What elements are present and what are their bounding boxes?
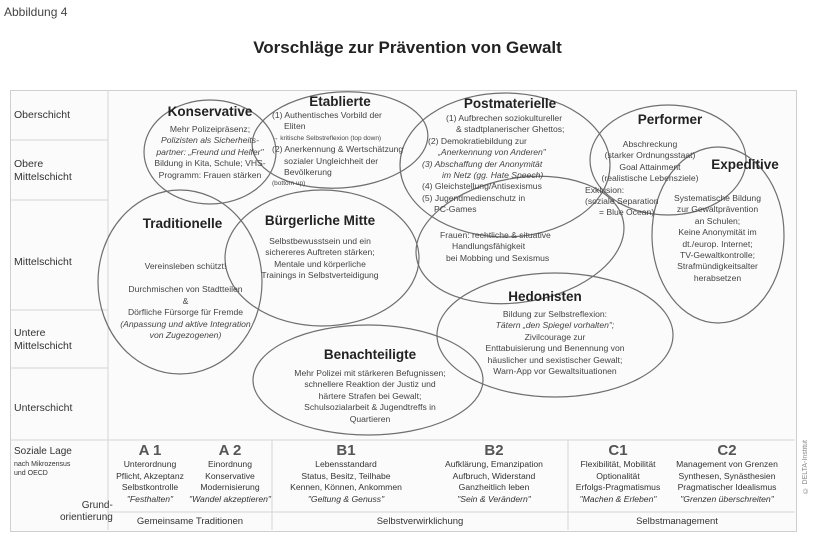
lage-code-b1: B1 (336, 442, 356, 459)
milieu-line: bei Mobbing und Sexismus (446, 252, 550, 263)
milieu-line: Mehr Polizeipräsenz; (169, 124, 251, 134)
milieu-line: TV-Gewaltkontrolle; (680, 250, 755, 261)
lage-column-a2 (188, 442, 272, 505)
milieu-line: (realistische Lebensziele) (601, 173, 699, 184)
milieu-text-etablierte (272, 110, 422, 190)
milieu-line: Exklusion: (585, 184, 625, 195)
milieu-line: Mentale und körperliche (274, 258, 366, 269)
milieu-line: Schulsozialarbeit & Jugendtreffs in (304, 402, 436, 413)
lage-column-c1 (568, 442, 668, 505)
lage-line: Synthesen, Synästhesien (678, 470, 776, 481)
lage-line: Lebensstandard (315, 459, 377, 469)
lage-code-b2: B2 (484, 442, 504, 459)
milieu-line: Strafmündigkeitsalter (677, 261, 758, 272)
milieu-line: „Anerkennung von Anderen" (438, 147, 546, 158)
milieu-line: herabsetzen (693, 272, 742, 283)
milieu-line: Bildung in Kita, Schule; VHS- (154, 158, 266, 169)
milieu-name-performer: Performer (637, 112, 703, 127)
milieu-line: (4) Gleichstellung/Antisexismus (422, 181, 542, 192)
milieu-name-buergerliche-mitte: Bürgerliche Mitte (264, 213, 376, 228)
milieu-line: an Schulen; (694, 215, 741, 226)
milieu-line: Programm: Frauen stärken (158, 169, 262, 180)
milieu-line: (2) Demokratiebildung zur (428, 135, 527, 146)
lage-text-b1 (272, 459, 420, 505)
milieu-text-frauen (440, 230, 580, 264)
row-label-line: und OECD (14, 470, 48, 477)
row-label-obere-mittelschicht (14, 158, 72, 184)
lage-motto-b1: "Geltung & Genuss" (307, 493, 385, 504)
milieu-name-hedonisten: Hedonisten (508, 289, 582, 304)
row-label-line: Mittelschicht (14, 171, 72, 183)
copyright-credit: © DELTA-Institut (802, 440, 809, 494)
row-label-oberschicht: Oberschicht (14, 109, 71, 121)
milieu-line: & stadtplanerischer Ghettos; (456, 124, 565, 135)
milieu-line: Quartieren (349, 413, 391, 424)
lage-code-a2: A 2 (218, 442, 242, 459)
milieu-name-postmaterielle: Postmaterielle (463, 96, 557, 111)
milieu-name-benachteiligte: Benachteiligte (323, 347, 417, 362)
lage-column-a1 (108, 442, 192, 505)
row-label-line: orientierung (60, 512, 113, 523)
milieu-line: Mehr Polizei mit stärkeren Befugnissen; (294, 368, 446, 378)
milieu-text-buergerliche-mitte (250, 236, 390, 282)
milieu-text-konservative (150, 124, 270, 181)
milieu-line: Goal Attainment (619, 161, 681, 172)
milieu-line: Handlungsfähigkeit (452, 241, 526, 252)
lage-text-a2 (188, 459, 272, 505)
milieu-line: sichereres Auftreten stärken; (265, 247, 375, 258)
milieu-name-etablierte: Etablierte (309, 94, 371, 109)
milieu-name-konservative: Konservative (167, 104, 253, 119)
diagram-title: Vorschläge zur Prävention von Gewalt (253, 38, 562, 57)
lage-line: Erfolgs-Pragmatismus (575, 482, 661, 493)
lage-line: Ganzheitlich leben (458, 482, 530, 493)
milieu-line: Enttabuisierung und Benennung von (485, 343, 625, 354)
lage-motto-c2: "Grenzen überschreiten" (680, 493, 774, 504)
milieu-line: (1) Aufbrechen soziokultureller (446, 113, 563, 123)
milieu-line: sozialer Ungleichheit der (284, 155, 379, 166)
milieu-line: Warn-App vor Gewaltsituationen (493, 366, 617, 377)
group-selbstverwirklichung: Selbstverwirklichung (376, 516, 464, 527)
lage-line: Flexibilität, Mobilität (580, 459, 656, 469)
milieu-line: (3) Abschaffung der Anonymität (422, 158, 543, 169)
milieu-line: Selbstbewusstsein und ein (269, 236, 371, 246)
row-label-soziale-lage-sub (14, 460, 70, 478)
row-label-unterschicht: Unterschicht (14, 402, 73, 414)
milieu-line: PC-Games (434, 204, 477, 215)
milieu-line: Eliten (284, 121, 306, 132)
lage-text-a1 (108, 459, 192, 505)
milieu-line: häuslicher und sexistischer Gewalt; (487, 354, 623, 365)
milieu-text-traditionelle (108, 261, 263, 341)
row-label-grundorientierung (60, 500, 113, 524)
lage-text-b2 (420, 459, 568, 505)
lage-motto-c1: "Machen & Erleben" (579, 493, 657, 504)
lage-line: Management von Grenzen (676, 459, 778, 469)
row-label-soziale-lage: Soziale Lage (14, 446, 72, 457)
milieu-line: dt./europ. Internet; (682, 238, 753, 249)
group-selbstmanagement: Selbstmanagement (636, 516, 718, 527)
row-label-line: Mittelschicht (14, 340, 72, 352)
milieu-name-expeditive: Expeditive (711, 157, 779, 172)
milieu-line: (2) Anerkennung & Wertschätzung (272, 144, 404, 155)
milieu-line: (5) Jugendmedienschutz in (422, 192, 526, 203)
milieu-text-hedonisten (460, 309, 650, 377)
milieu-line: Durchmischen von Stadtteilen (128, 284, 243, 295)
lage-text-c2 (668, 459, 786, 505)
lage-line: Unterordnung (123, 459, 177, 469)
lage-line: Pflicht, Akzeptanz (116, 470, 184, 481)
lage-column-b1 (272, 442, 420, 505)
lage-line: Modernisierung (200, 482, 260, 493)
lage-motto-b2: "Sein & Verändern" (457, 493, 531, 504)
milieu-line: = Blue Ocean) (599, 207, 655, 218)
row-label-line: nach Mikrozensus (14, 461, 71, 468)
row-label-line: Obere (14, 158, 44, 170)
row-label-untere-mittelschicht (14, 327, 72, 353)
milieu-line: Bildung zur Selbstreflexion: (502, 309, 608, 319)
lage-line: Pragmatischer Idealismus (677, 482, 777, 493)
lage-line: Optionalität (596, 470, 640, 481)
lage-line: Kennen, Können, Ankommen (290, 482, 402, 493)
milieu-line: (1) Authentisches Vorbild der (272, 110, 382, 120)
lage-column-b2 (420, 442, 568, 505)
row-label-line: Untere (14, 327, 46, 339)
milieu-line: (soziale Separation (585, 196, 659, 207)
milieu-line: partner: „Freund und Helfer" (156, 146, 264, 157)
lage-line: Status, Besitz, Teilhabe (301, 470, 391, 481)
lage-motto-a2: "Wandel akzeptieren" (189, 493, 271, 504)
lage-code-c2: C2 (717, 442, 737, 459)
row-label-mittelschicht: Mittelschicht (14, 256, 72, 268)
milieu-line: Dörfliche Fürsorge für Fremde (127, 307, 244, 318)
lage-code-c1: C1 (608, 442, 628, 459)
milieu-line: von Zugezogenen) (149, 330, 222, 341)
milieu-line: & (182, 295, 189, 306)
row-label-line: Grund- (81, 500, 113, 511)
lage-line: Konservative (205, 470, 255, 481)
milieu-line: Polizisten als Sicherheits- (161, 135, 259, 146)
lage-line: Aufklärung, Emanzipation (445, 459, 543, 469)
figure-caption: Abbildung 4 (4, 5, 68, 19)
milieu-line: Abschreckung (622, 139, 678, 149)
milieu-line: Keine Anonymität im (678, 227, 757, 238)
milieu-line: Systematische Bildung (674, 193, 761, 203)
milieu-name-traditionelle: Traditionelle (142, 216, 223, 231)
lage-line: Selbstkontrolle (121, 482, 179, 493)
milieu-text-expeditive (660, 193, 775, 284)
lage-line: Einordnung (208, 459, 252, 469)
milieu-text-postmaterielle (422, 113, 592, 216)
milieu-line: Vereinsleben schützt! (144, 261, 227, 271)
milieu-line: härtere Strafen bei Gewalt; (318, 390, 422, 401)
milieu-line: schnellere Reaktion der Justiz und (304, 379, 436, 390)
lage-line: Aufbruch, Widerstand (452, 470, 536, 481)
milieu-line: Trainings in Selbstverteidigung (261, 270, 379, 281)
milieu-line: Zivilcourage zur (524, 331, 586, 342)
milieu-text-benachteiligte (275, 368, 465, 425)
milieu-line: (starker Ordnungsstaat) (604, 150, 696, 161)
milieu-line: zur Gewaltprävention (676, 204, 759, 215)
lage-code-a1: A 1 (138, 442, 162, 459)
milieu-line: (Anpassung und aktive Integration (120, 318, 251, 329)
lage-column-c2 (668, 442, 786, 505)
milieu-line: (bottom up) (272, 180, 306, 188)
lage-motto-a1: "Festhalten" (126, 493, 174, 504)
group-gemeinsame-traditionen: Gemeinsame Traditionen (136, 516, 244, 527)
milieu-line: Bevölkerung (284, 167, 332, 178)
milieu-line: → kritische Selbstreflexion (top down) (272, 134, 382, 142)
lage-text-c1 (568, 459, 668, 505)
milieu-line: im Netz (gg. Hate Speech) (442, 170, 544, 181)
milieu-line: Frauen: rechtliche & situative (440, 230, 551, 240)
milieu-line: Tätern „den Spiegel vorhalten"; (495, 320, 615, 331)
